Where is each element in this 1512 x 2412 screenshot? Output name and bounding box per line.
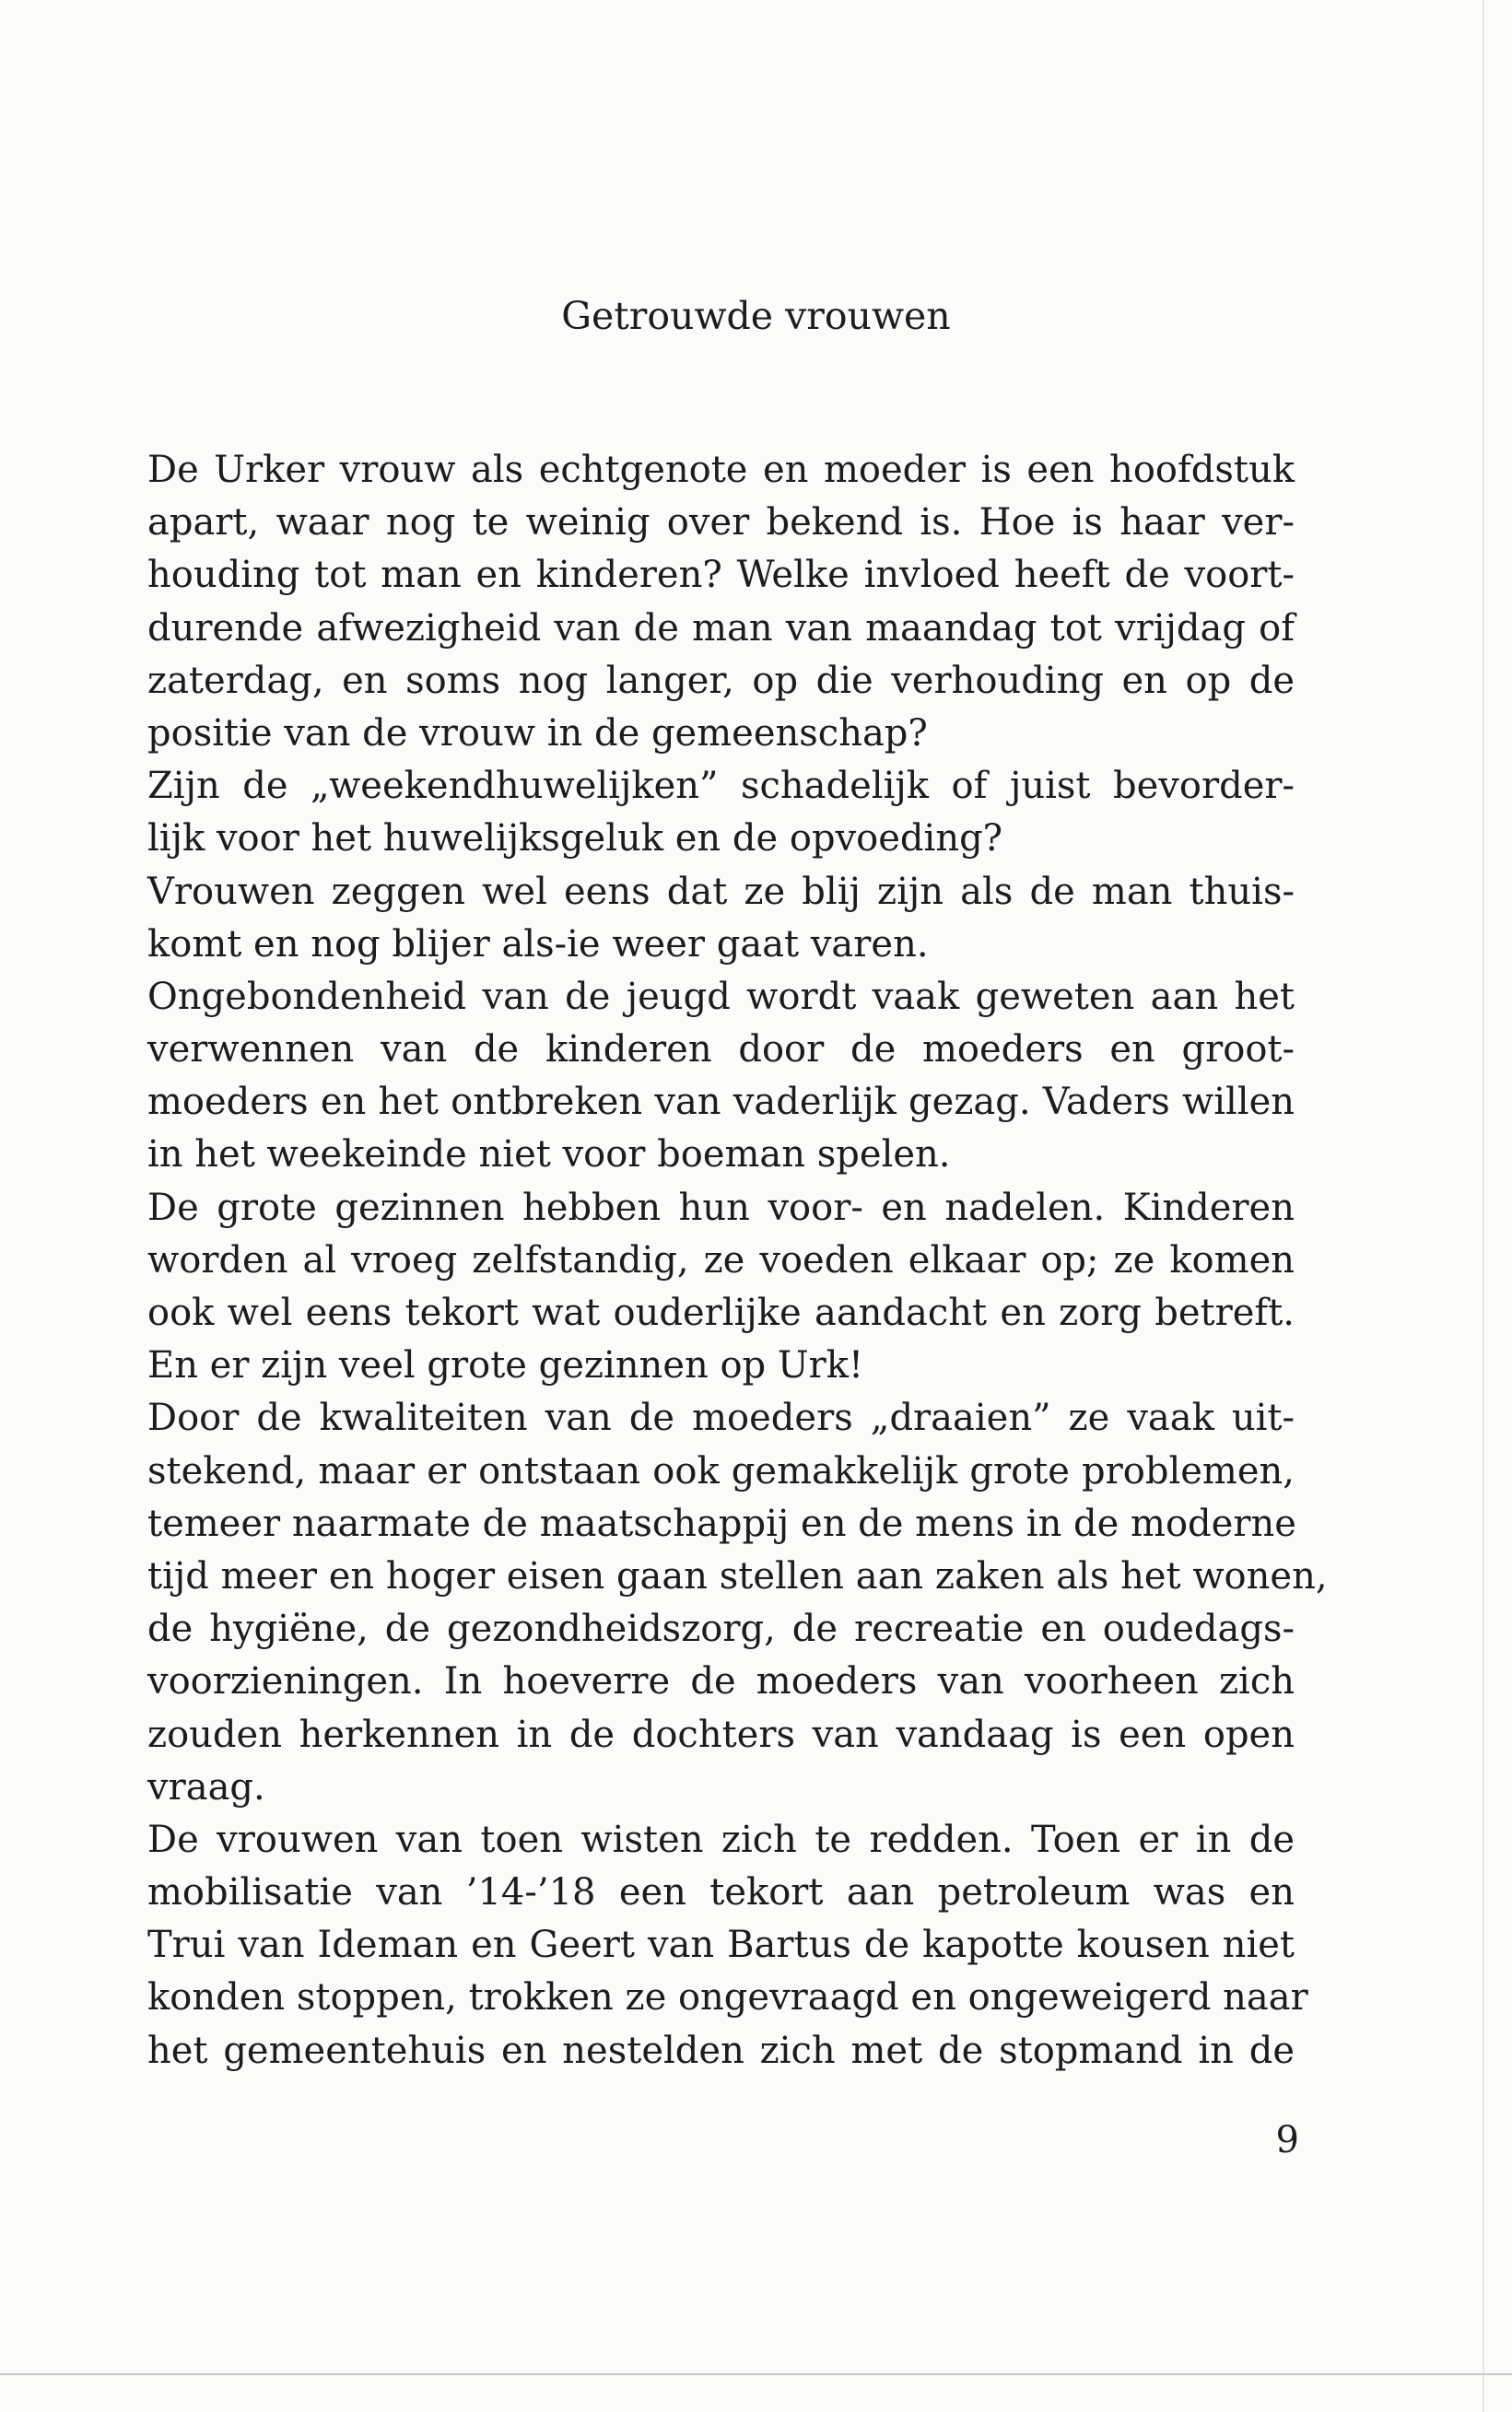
text-line: De Urker vrouw als echtgenote en moeder is een hoofdstuk <box>147 449 1295 491</box>
text-line: vraag. <box>147 1765 265 1809</box>
text-line: zouden herkennen in de dochters van vandaag is een open <box>147 1713 1295 1756</box>
text-line: Vrouwen zeggen wel eens dat ze blij zijn als de man thuis- <box>147 870 1295 913</box>
text-line: konden stoppen, trokken ze ongevraagd en ongeweigerd naar <box>147 1976 1308 2020</box>
text-line: durende afwezigheid van de man van maandag tot vrijdag of <box>147 606 1295 650</box>
text-line: voorzieningen. In hoeverre de moeders van voorheen zich <box>147 1660 1295 1704</box>
text-line: Ongebondenheid van de jeugd wordt vaak geweten aan het <box>147 975 1295 1018</box>
text-line: En er zijn veel grote gezinnen op Urk! <box>147 1344 864 1387</box>
page-edge-right <box>1483 0 1484 2412</box>
text-line: apart, waar nog te weinig over bekend is. Hoe is haar ver- <box>147 501 1295 544</box>
body-text <box>147 444 1328 2078</box>
text-line: zaterdag, en soms nog langer, op die verhouding en op de <box>147 659 1295 702</box>
text-line: mobilisatie van ’14-’18 een tekort aan petroleum was en <box>147 1871 1295 1914</box>
page-number: 9 <box>1275 2119 1299 2161</box>
text-line: lijk voor het huwelijksgeluk en de opvoeding? <box>147 817 1003 861</box>
text-line: moeders en het ontbreken van vaderlijk gezag. Vaders willen <box>147 1081 1295 1124</box>
text-line: worden al vroeg zelfstandig, ze voeden elkaar op; ze komen <box>147 1238 1295 1282</box>
text-line: temeer naarmate de maatschappij en de mens in de moderne <box>147 1502 1296 1545</box>
text-line: Zijn de „weekendhuwelijken” schadelijk of juist bevorder- <box>147 765 1295 808</box>
chapter-title: Getrouwde vrouwen <box>561 294 951 338</box>
text-line: De grote gezinnen hebben hun voor- en nadelen. Kinderen <box>147 1186 1295 1229</box>
page-edge-bottom <box>0 2373 1512 2375</box>
text-line: positie van de vrouw in de gemeenschap? <box>147 711 928 755</box>
text-line: de hygiëne, de gezondheidszorg, de recreatie en oudedags- <box>147 1608 1295 1651</box>
text-line: het gemeentehuis en nestelden zich met de stopmand in de <box>147 2029 1295 2072</box>
text-line: houding tot man en kinderen? Welke invloed heeft de voort- <box>147 554 1295 597</box>
text-line: Trui van Ideman en Geert van Bartus de kapotte kousen niet <box>147 1924 1295 1967</box>
text-line: De vrouwen van toen wisten zich te redden. Toen er in de <box>147 1818 1295 1861</box>
text-line: ook wel eens tekort wat ouderlijke aandacht en zorg betreft. <box>147 1292 1295 1334</box>
text-line: stekend, maar er ontstaan ook gemakkelijk grote problemen, <box>147 1449 1295 1493</box>
text-line: verwennen van de kinderen door de moeders en groot- <box>147 1028 1295 1071</box>
text-line: tijd meer en hoger eisen gaan stellen aan zaken als het wonen, <box>147 1554 1328 1598</box>
text-line: in het weekeinde niet voor boeman spelen. <box>147 1133 951 1177</box>
text-line: komt en nog blijer als-ie weer gaat varen. <box>147 922 929 966</box>
text-line: Door de kwaliteiten van de moeders „draaien” ze vaak uit- <box>147 1397 1295 1440</box>
